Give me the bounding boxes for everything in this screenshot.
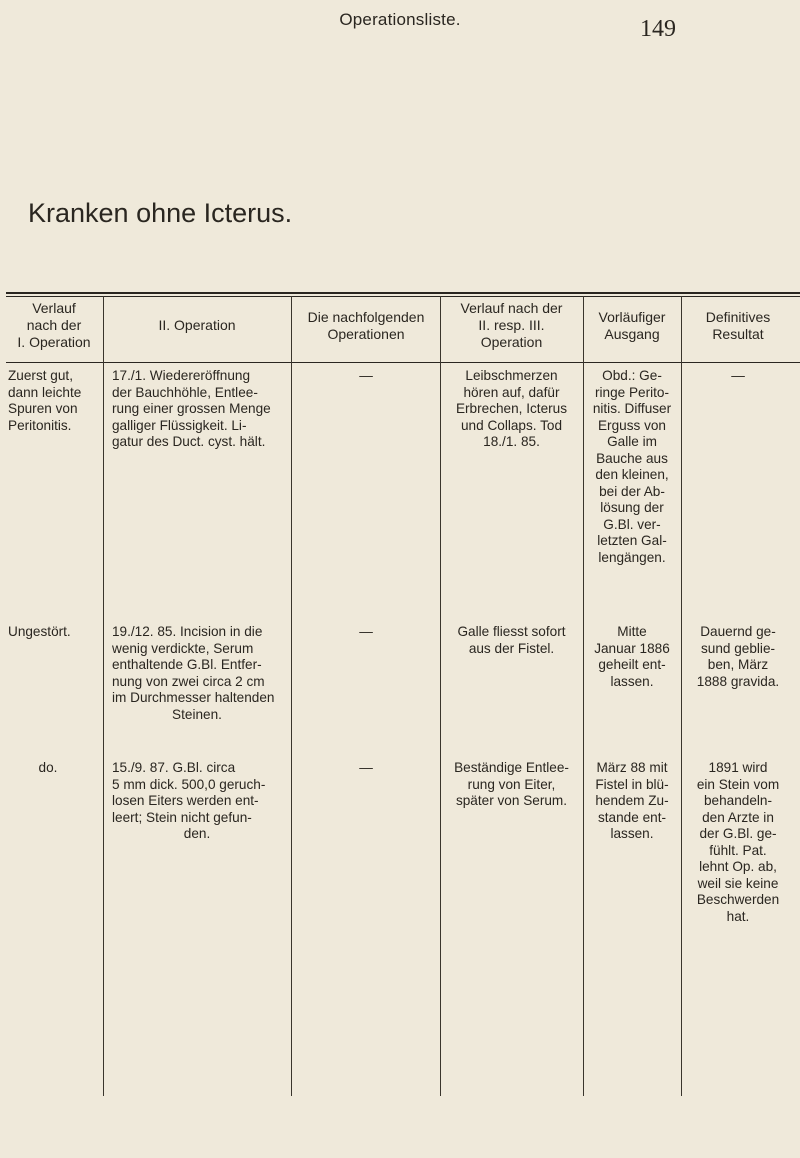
column-divider	[103, 296, 104, 1096]
table-cell: 17./1. Wiedereröffnung der Bauchhöhle, Entlee- rung einer grossen Menge galliger Flüssigkeit. Li- gatur des Duct. cyst. hält.	[112, 368, 271, 449]
header-cell: II. Operation	[158, 317, 236, 333]
column-divider	[681, 296, 682, 1096]
table-cell: —	[359, 368, 373, 383]
table-cell: Dauernd ge- sund geblie- ben, März 1888 gravida.	[696, 624, 780, 689]
table-cell: —	[359, 760, 373, 775]
column-divider	[291, 296, 292, 1096]
running-head: Operationsliste.	[339, 10, 461, 29]
table-cell: Leibschmerzen hören auf, dafür Erbrechen, Icterus und Collaps. Tod 18./1. 85.	[455, 368, 568, 449]
header-cell: Verlauf nach der II. resp. III. Operation	[460, 300, 563, 350]
table-cell: März 88 mit Fistel in blü- hendem Zu- stande ent- lassen.	[595, 760, 669, 841]
header-cell: Definitives Resultat	[705, 309, 771, 342]
section-title: Kranken ohne Icterus.	[28, 198, 293, 228]
page-number: 149	[640, 16, 676, 42]
table-cell: Galle fliesst sofort aus der Fistel.	[457, 624, 566, 656]
table-cell: Ungestört.	[8, 624, 71, 639]
header-cell: Vorläufiger Ausgang	[598, 309, 666, 342]
table-cell: 15./9. 87. G.Bl. circa 5 mm dick. 500,0 geruch- losen Eiters werden ent- leert; Stein nicht gefun- den.	[112, 760, 266, 841]
header-cell: Verlauf nach der I. Operation	[17, 300, 91, 350]
table-cell: Zuerst gut, dann leichte Spuren von Peritonitis.	[8, 368, 82, 433]
table-cell: Mitte Januar 1886 geheilt ent- lassen.	[594, 624, 670, 689]
table-cell: —	[731, 368, 745, 383]
table-cell: do.	[38, 760, 58, 775]
table-cell: Beständige Entlee- rung von Eiter, später von Serum.	[454, 760, 569, 808]
table-cell: —	[359, 624, 373, 639]
table-cell: Obd.: Ge- ringe Perito- nitis. Diffuser Erguss von Galle im Bauche aus den kleinen, bei der Ab- lösung der G.Bl. ver- letzten Gal- lengängen.	[592, 368, 672, 565]
table-cell: 1891 wird ein Stein vom behandeln- den Arzte in der G.Bl. ge- fühlt. Pat. lehnt Op. ab, weil sie keine Beschwerden hat.	[696, 760, 780, 924]
header-cell: Die nachfolgenden Operationen	[307, 309, 425, 342]
table-top-rule	[6, 292, 800, 294]
table-cell: 19./12. 85. Incision in die wenig verdickte, Serum enthaltende G.Bl. Entfer- nung von zwei circa 2 cm im Durchmesser haltenden Steinen.	[112, 624, 275, 722]
